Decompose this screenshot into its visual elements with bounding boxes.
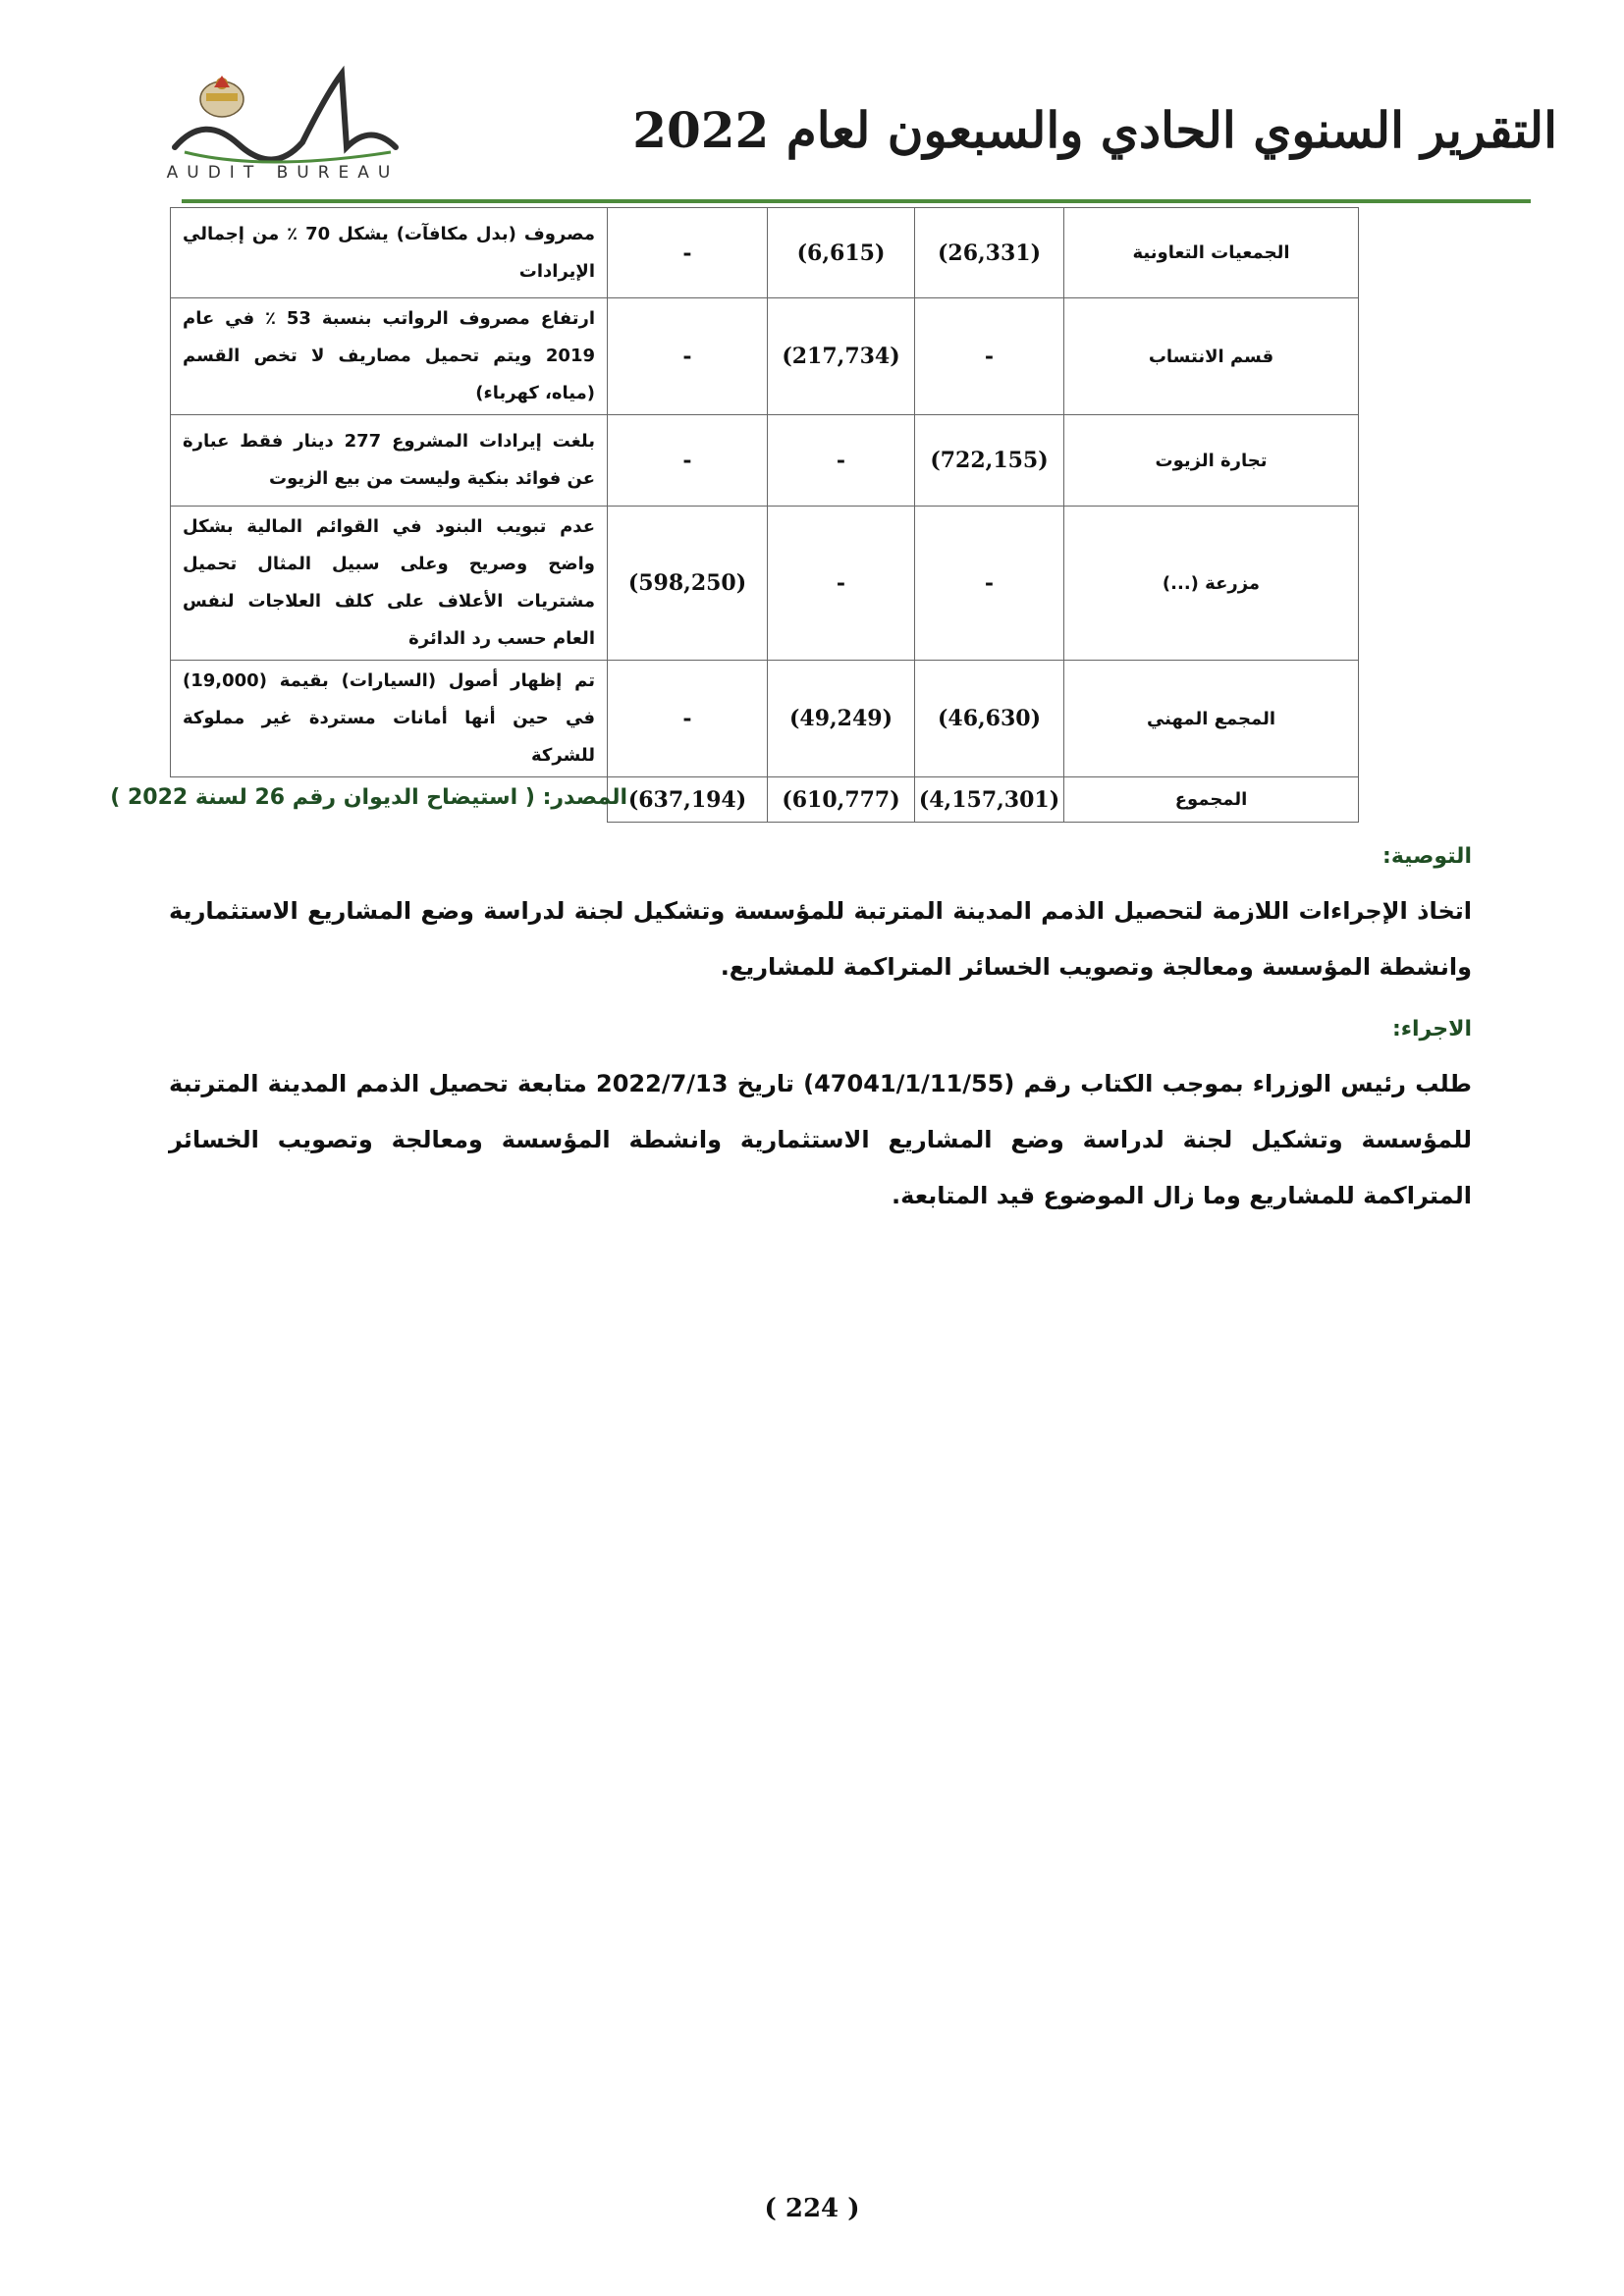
action-text: طلب رئيس الوزراء بموجب الكتاب رقم (47041/1/11/55) تاريخ 2022/7/13 متابعة تحصيل الذمم المدينة المترتبة للمؤسسة وتشكيل لجنة لدراسة وضع المشاريع الاستثمارية وانشطة المؤسسة ومعالجة وتصويب الخسائر المتراكمة للمشاريع وما زال الموضوع قيد المتابعة. (169, 1070, 1473, 1209)
recommendation-heading: التوصية: (1382, 844, 1472, 869)
project-name: مزرعة (...) (1064, 507, 1359, 661)
value-cell: - (608, 298, 768, 415)
logo-text: AUDIT BUREAU (166, 163, 400, 183)
table-row (171, 507, 1359, 661)
value-cell: (49,249) (768, 661, 915, 777)
total-value: (4,157,301) (915, 777, 1064, 823)
value-cell: (217,734) (768, 298, 915, 415)
project-name: المجمع المهني (1064, 661, 1359, 777)
value-cell: - (608, 415, 768, 507)
recommendation-text: اتخاذ الإجراءات اللازمة لتحصيل الذمم المدينة المترتبة للمؤسسة وتشكيل لجنة لدراسة وضع المشاريع الاستثمارية وانشطة المؤسسة ومعالجة وتصويب الخسائر المتراكمة للمشاريع. (169, 897, 1472, 981)
total-value: (610,777) (768, 777, 915, 823)
value-cell: (598,250) (608, 507, 768, 661)
table-row (171, 208, 1359, 298)
value-cell: (46,630) (915, 661, 1064, 777)
project-name: الجمعيات التعاونية (1064, 208, 1359, 298)
page-number: ( 224 ) (764, 2194, 860, 2223)
total-value: (637,194) (608, 777, 768, 823)
report-title: التقرير السنوي الحادي والسبعون لعام 2022 (632, 101, 1557, 159)
project-name: تجارة الزيوت (1064, 415, 1359, 507)
table-row (171, 661, 1359, 777)
note-cell: تم إظهار أصول (السيارات) بقيمة (19,000) في حين أنها أمانات مستردة غير مملوكة للشركة (171, 661, 608, 777)
value-cell: - (608, 208, 768, 298)
value-cell: - (915, 507, 1064, 661)
source-note: المصدر: ( استيضاح الديوان رقم 26 لسنة 2022 ) (110, 785, 627, 810)
total-label: المجموع (1064, 777, 1359, 823)
value-cell: - (608, 661, 768, 777)
project-name: قسم الانتساب (1064, 298, 1359, 415)
note-cell: مصروف (بدل مكافآت) يشكل 70 ٪ من إجمالي الإيرادات (171, 208, 608, 298)
value-cell: - (768, 507, 915, 661)
action-heading: الاجراء: (1391, 1017, 1472, 1041)
projects-loss-table (170, 207, 1359, 823)
table-row (171, 415, 1359, 507)
note-cell: بلغت إيرادات المشروع 277 دينار فقط عبارة عن فوائد بنكية وليست من بيع الزيوت (171, 415, 608, 507)
value-cell: (722,155) (915, 415, 1064, 507)
value-cell: - (915, 298, 1064, 415)
value-cell: (26,331) (915, 208, 1064, 298)
note-cell: عدم تبويب البنود في القوائم المالية بشكل واضح وصريح وعلى سبيل المثال تحميل مشتريات الأعلاف على كلف العلاجات لنفس العام حسب رد الدائرة (171, 507, 608, 661)
header-divider (182, 199, 1531, 203)
table-row (171, 298, 1359, 415)
crown-emblem-icon (200, 76, 244, 117)
value-cell: (6,615) (768, 208, 915, 298)
note-cell: ارتفاع مصروف الرواتب بنسبة 53 ٪ في عام 2019 ويتم تحميل مصاريف لا تخص القسم (مياه، كهرباء) (171, 298, 608, 415)
value-cell: - (768, 415, 915, 507)
